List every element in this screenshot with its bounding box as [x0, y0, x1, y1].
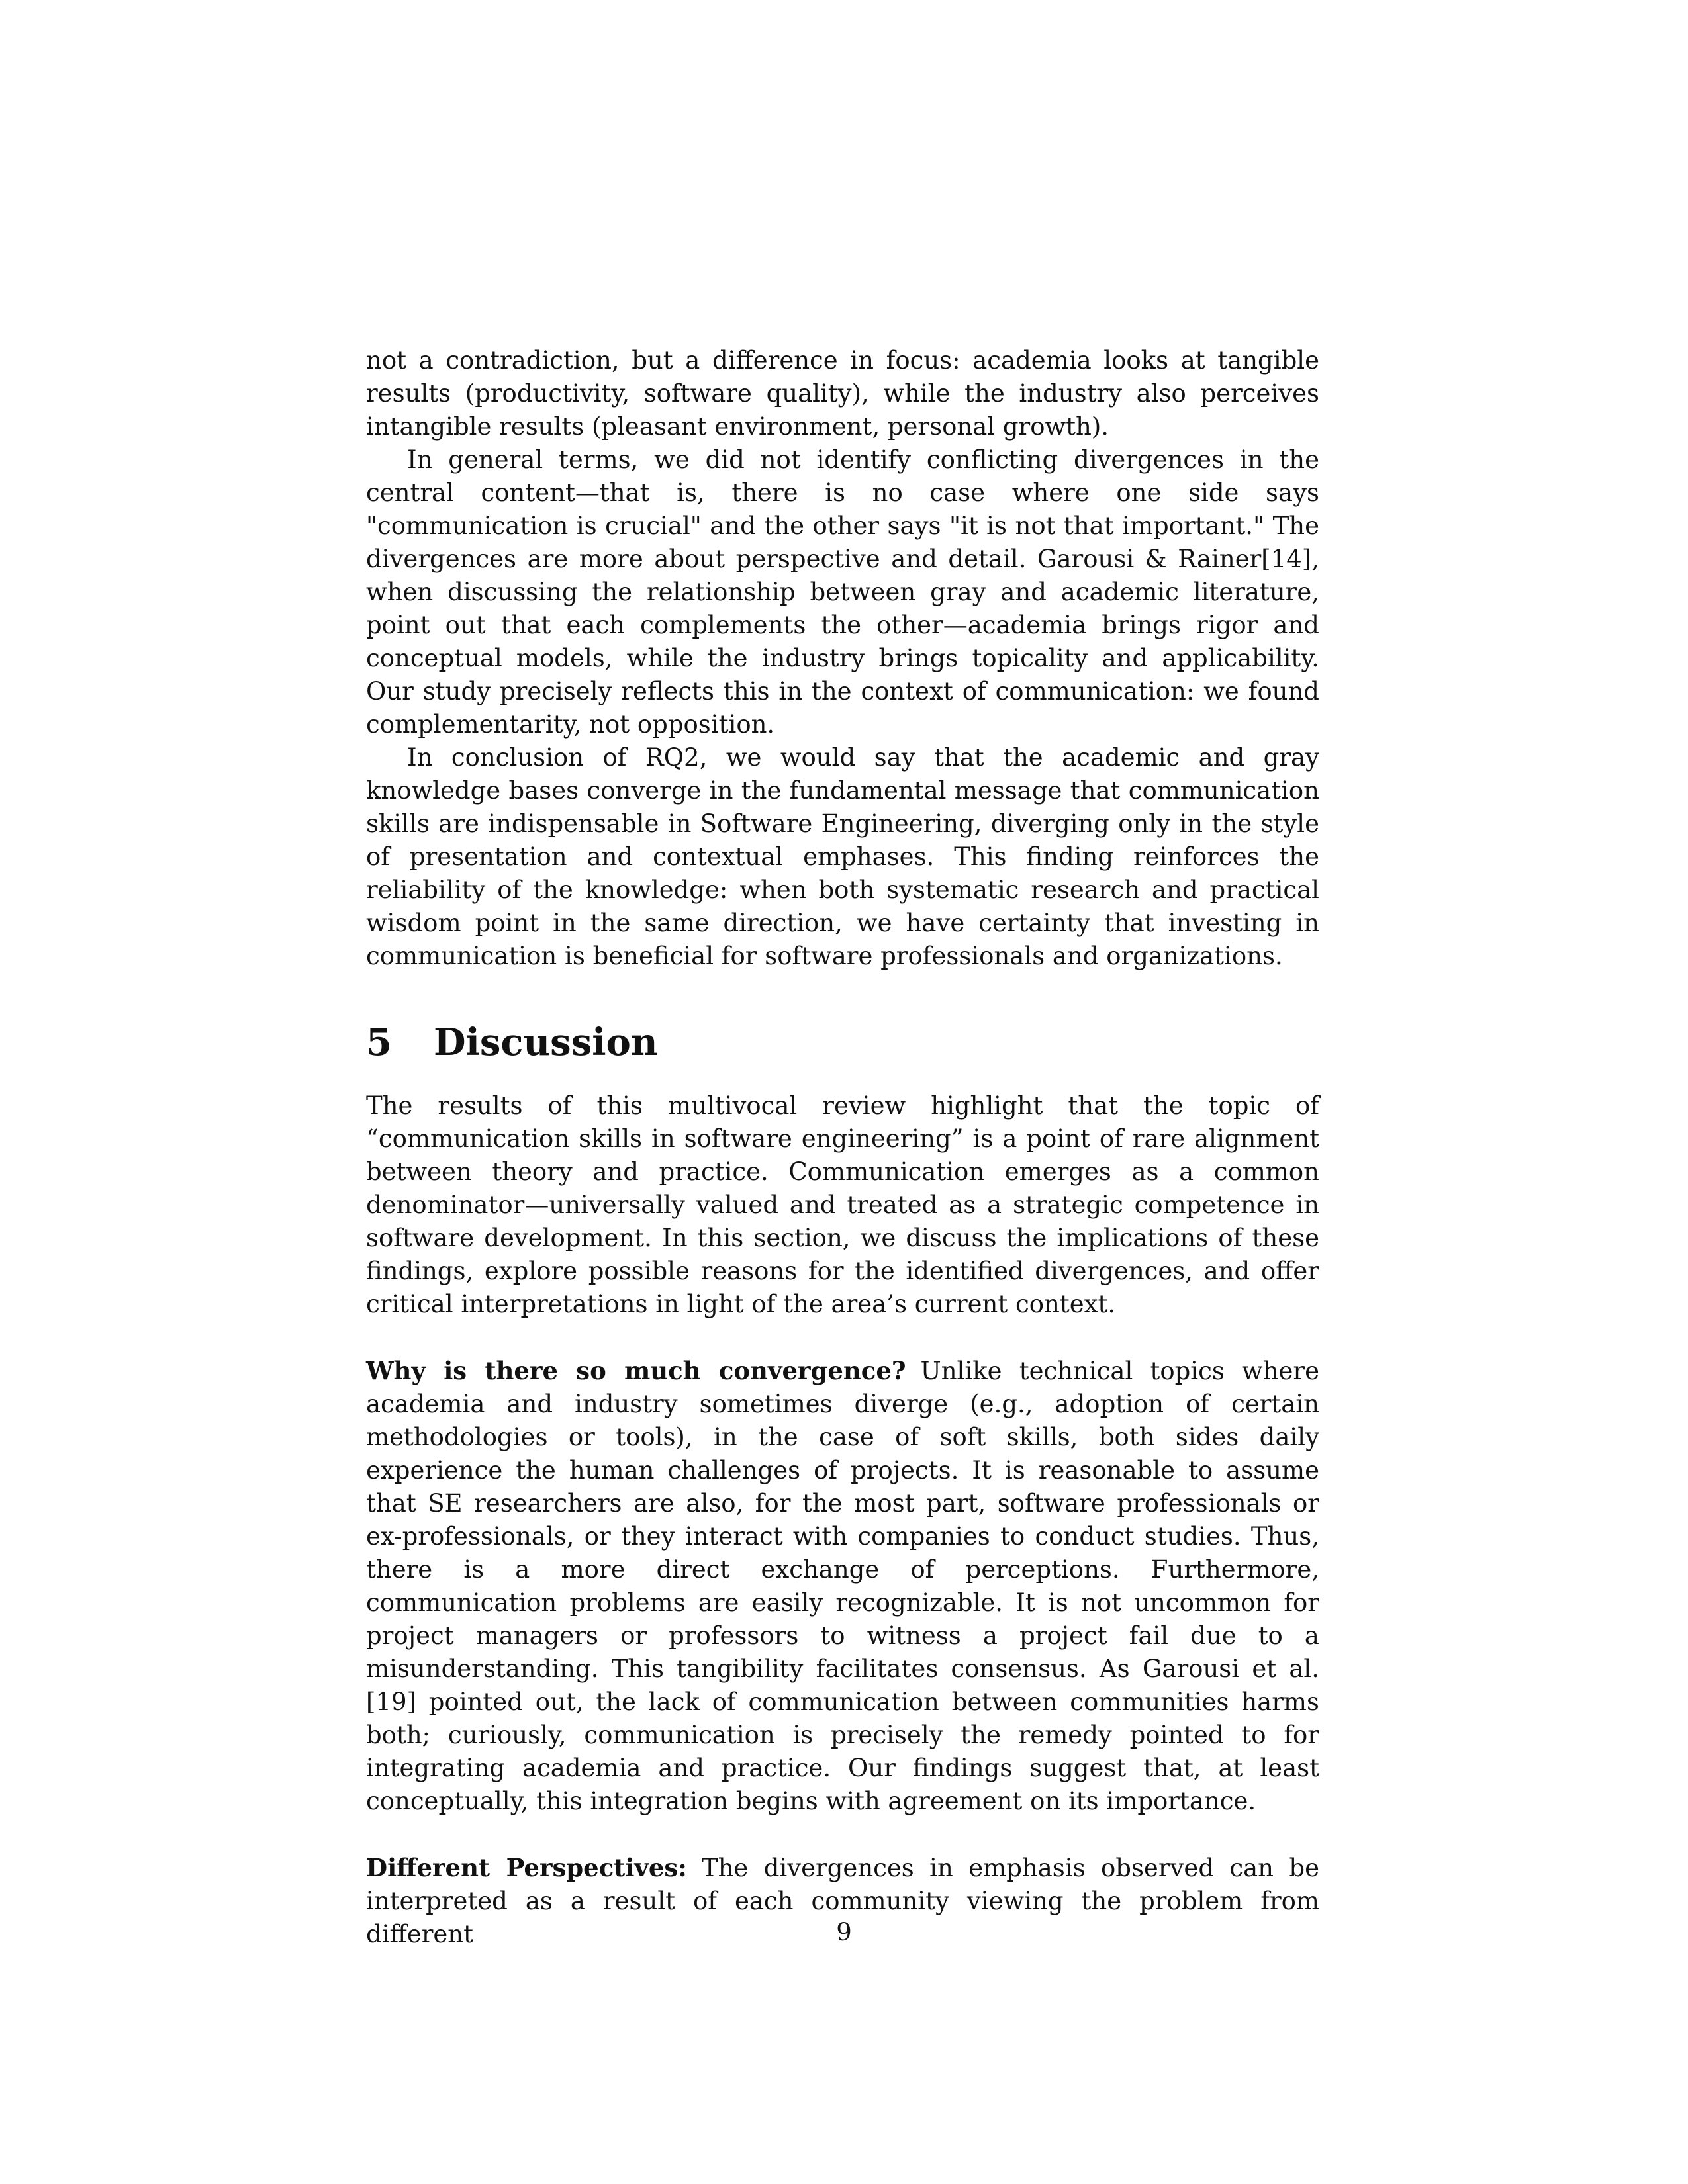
section-number: 5 [366, 1021, 392, 1064]
page-number: 9 [836, 1918, 852, 1946]
convergence-text: Unlike technical topics where academia and industry sometimes diverge (e.g., adoption of certain methodologies or tools), in the case of soft skills, both sides daily experience the human challenges of projects. It is reasonable to assume that SE researchers are also, for the most part, software professionals or ex-professionals, or they interact with companies to conduct studies. Thus, there is a more direct exchange of perceptions. Furthermore, communication problems are easily recognizable. It is not uncommon for project managers or professors to witness a project fail due to a misunderstanding. This tangibility facilitates consensus. As Garousi et al.[19] pointed out, the lack of communication between communities harms both; curiously, communication is precisely the remedy pointed to for integrating academia and practice. Our findings suggest that, at least conceptually, this integration begins with agreement on its importance. [366, 1357, 1319, 1815]
section-title: Discussion [434, 1021, 658, 1064]
paragraph-convergence [366, 1354, 1319, 1818]
perspectives-text: The divergences in emphasis observed can be interpreted as a result of each community viewing the problem from different [366, 1854, 1319, 1948]
page-body [366, 344, 1319, 1951]
run-in-heading-perspectives: Different Perspectives: [366, 1853, 687, 1882]
paragraph-rq2-conclusion: In conclusion of RQ2, we would say that the academic and gray knowledge bases converge in the fundamental message that communication skills are indispensable in Software Engineering, diverging only in the style of presentation and contextual emphases. This finding reinforces the reliability of the knowledge: when both systematic research and practical wisdom point in the same direction, we have certainty that investing in communication is beneficial for software professionals and organizations. [366, 743, 1319, 970]
run-in-heading-convergence: Why is there so much convergence? [366, 1356, 906, 1385]
paragraph-divergences: In general terms, we did not identify conflicting divergences in the central content—that is, there is no case where one side says "communication is crucial" and the other says "it is not that important." The divergences are more about perspective and detail. Garousi & Rainer[14], when discussing the relationship between gray and academic literature, point out that each complements the other—academia brings rigor and conceptual models, while the industry brings topicality and applicability. Our study precisely reflects this in the context of communication: we found complementarity, not opposition. [366, 445, 1319, 739]
paragraph-continuation: not a contradiction, but a difference in focus: academia looks at tangible results (productivity, software quality), while the industry also perceives intangible results (pleasant environment, personal growth). [366, 346, 1319, 441]
section-heading [366, 1019, 1319, 1066]
paragraph-discussion-intro: The results of this multivocal review highlight that the topic of “communication skills in software engineering” is a point of rare alignment between theory and practice. Communication emerges as a common denominator—universally valued and treated as a strategic competence in software development. In this section, we discuss the implications of these findings, explore possible reasons for the identified divergences, and offer critical interpretations in light of the area’s current context. [366, 1091, 1319, 1318]
